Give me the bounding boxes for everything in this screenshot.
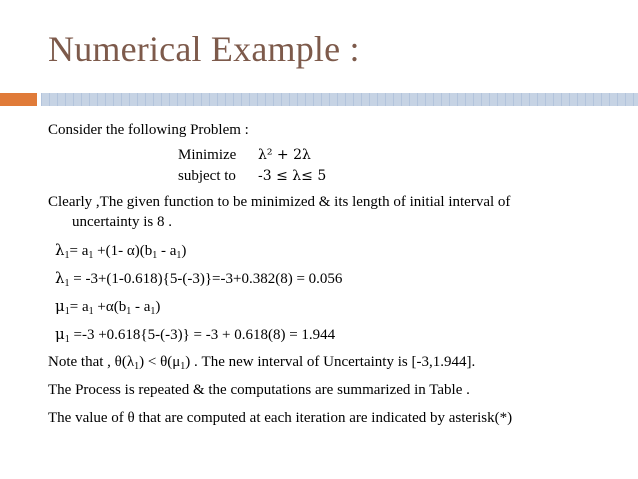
note-line: Note that , $\theta(\lambda_1) < \theta(\mu_1)$ . The new interval of Uncertainty is [-3,1.944]. <box>48 354 476 372</box>
equation-mu-value: $\mu_1 =-3 +0.618\{5-(-3)\} = -3 + 0.618(8) = 1.944$ <box>55 325 336 345</box>
title-accent-bar <box>0 93 37 106</box>
lambda-symbol: λ <box>55 269 65 287</box>
theta-value-line: The value of θ that are computed at each iteration are indicated by asterisk(*) <box>48 410 513 426</box>
page-title: Numerical Example : <box>48 29 360 69</box>
mu-symbol: μ <box>55 325 65 343</box>
clearly-line-1: Clearly ,The given function to be minimized & its length of initial interval of <box>48 194 511 210</box>
equation-mu-formula: $\mu_1= a_1 +\alpha(b_1 - a_1)$ <box>55 297 161 317</box>
process-line: The Process is repeated & the computations are summarized in Table . <box>48 382 470 398</box>
minimize-label: Minimize <box>178 147 237 163</box>
constraint-expression: -3 ≤ λ≤ 5 <box>258 168 327 184</box>
subject-label: subject to <box>178 168 236 184</box>
mu-symbol: μ <box>55 297 65 315</box>
lambda-symbol: λ <box>55 241 65 259</box>
equation-lambda-formula: $\lambda_1= a_1 +(1-$ $\alpha)(b_1 - a_1)$ <box>55 241 187 261</box>
minimize-expression: λ² + 2λ <box>258 147 311 163</box>
intro-text: Consider the following Problem : <box>48 122 249 138</box>
equation-lambda-value: $\lambda_1 = -3+(1-0.618)\{5-(-3)\}=-3+0.382(8) = 0.056$ <box>55 269 343 289</box>
title-divider-bar <box>41 93 638 106</box>
clearly-line-2: uncertainty is 8 . <box>72 214 172 230</box>
